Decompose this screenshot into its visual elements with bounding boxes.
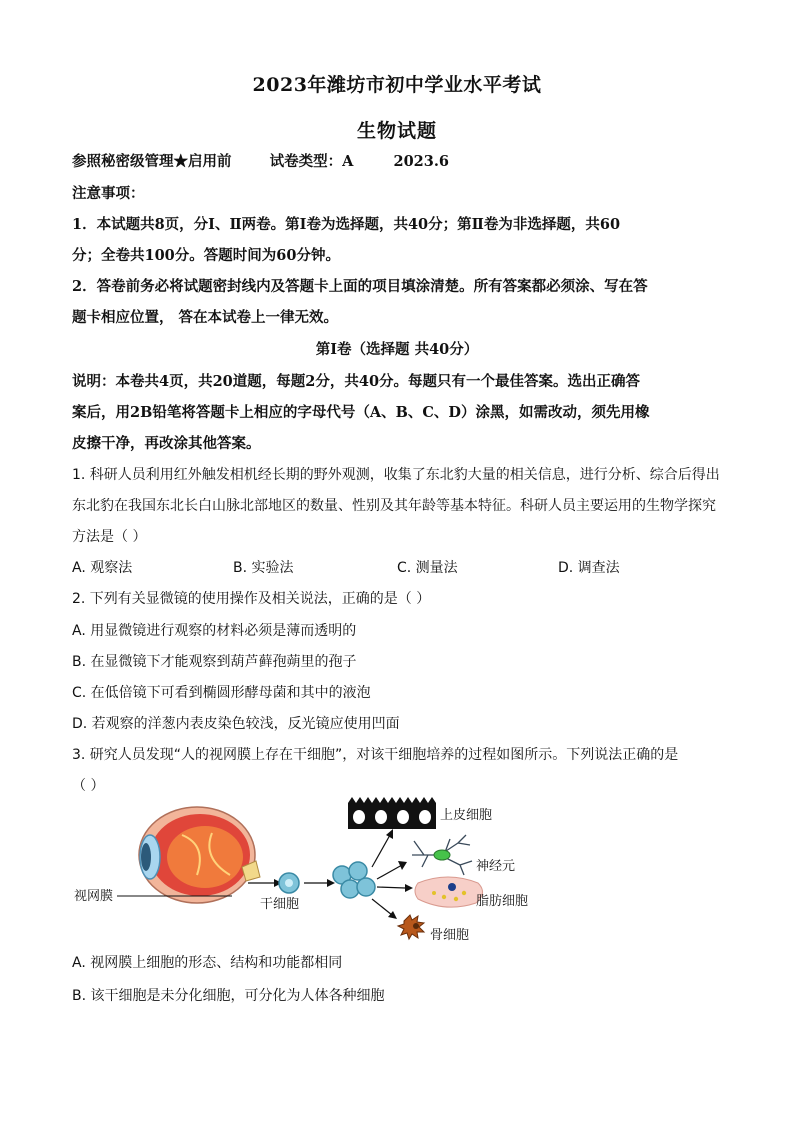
- dividing-cells-icon: [333, 862, 375, 898]
- question-1-line-2: 东北豹在我国东北长白山脉北部地区的数量、性别及其年龄等基本特征。科研人员主要运用的生物学探究: [72, 498, 716, 514]
- question-1-option-a: A. 观察法: [72, 560, 133, 576]
- fat-cell-icon: [415, 877, 483, 907]
- section-desc-1: 说明：本卷共4页，共20道题，每题2分，共40分。每题只有一个最佳答案。选出正确答: [72, 373, 641, 390]
- question-2-option-b: B. 在显微镜下才能观察到葫芦藓孢蒴里的孢子: [72, 654, 357, 670]
- neuron-body: [434, 850, 450, 860]
- arrow-to-bone: [372, 899, 392, 915]
- section-desc-2: 案后，用2B铅笔将答题卡上相应的字母代号（A、B、C、D）涂黑，如需改动，须先用橡: [72, 404, 650, 421]
- bone-cell-icon: [398, 915, 424, 939]
- arrow-to-neuron: [377, 865, 402, 879]
- meta-line: [72, 150, 449, 171]
- section-desc-3: 皮擦干净，再改涂其他答案。: [72, 435, 261, 452]
- arrow-head: [398, 861, 407, 870]
- neuron-label: 神经元: [476, 859, 516, 874]
- stem-cell-label: 干细胞: [260, 897, 300, 912]
- arrow-head: [405, 884, 413, 892]
- epithelial-cells-icon: [348, 797, 436, 829]
- question-1-option-c: C. 测量法: [397, 560, 458, 576]
- question-3-line-1: 3. 研究人员发现“人的视网膜上存在干细胞”，对该干细胞培养的过程如图所示。下列说法正确的是: [72, 747, 679, 763]
- question-1-option-b: B. 实验法: [233, 560, 294, 576]
- question-3-option-b: B. 该干细胞是未分化细胞，可分化为人体各种细胞: [72, 988, 385, 1004]
- question-1-line-1: 1. 科研人员利用红外触发相机经长期的野外观测，收集了东北豹大量的相关信息，进行分析、综合后得出: [72, 467, 720, 483]
- notice-line-2a: 2．答卷前务必将试题密封线内及答题卡上面的项目填涂清楚。所有答案都必须涂、写在答: [72, 278, 648, 295]
- retina-label: 视网膜: [74, 889, 114, 904]
- secrecy-label: 参照秘密级管理★启用前: [72, 153, 232, 170]
- bone-cell-label: 骨细胞: [430, 928, 470, 943]
- paper-type-label: 试卷类型：A: [269, 153, 354, 170]
- epithelial-label: 上皮细胞: [440, 808, 493, 823]
- notice-line-1b: 分；全卷共100分。答题时间为60分钟。: [72, 247, 340, 264]
- question-3-option-a: A. 视网膜上细胞的形态、结构和功能都相同: [72, 955, 343, 971]
- exam-title: 2023年潍坊市初中学业水平考试: [252, 74, 542, 96]
- notice-heading: 注意事项：: [72, 185, 145, 202]
- question-2-option-a: A. 用显微镜进行观察的材料必须是薄而透明的: [72, 623, 357, 639]
- notice-line-1a: 1．本试题共8页，分Ⅰ、Ⅱ两卷。第Ⅰ卷为选择题，共40分；第Ⅱ卷为非选择题，共60: [72, 216, 621, 233]
- subject-title: 生物试题: [356, 120, 437, 142]
- stem-cell-figure: [72, 795, 572, 945]
- notice-line-2b: 题卡相应位置， 答在本试卷上一律无效。: [72, 309, 339, 326]
- question-2-option-d: D. 若观察的洋葱内表皮染色较浅，反光镜应使用凹面: [72, 716, 400, 732]
- exam-date: 2023.6: [393, 153, 449, 170]
- fat-cell-label: 脂肪细胞: [476, 894, 529, 909]
- question-2-line-1: 2. 下列有关显微镜的使用操作及相关说法，正确的是（ ）: [72, 591, 431, 607]
- question-1-option-d: D. 调查法: [558, 560, 620, 576]
- arrow-to-epithelial: [372, 835, 390, 867]
- arrow-head: [386, 829, 393, 839]
- arrow-to-fat: [377, 887, 405, 888]
- eye-illustration: [139, 807, 260, 903]
- question-2-option-c: C. 在低倍镜下可看到椭圆形酵母菌和其中的液泡: [72, 685, 371, 701]
- question-1-line-3: 方法是（ ）: [72, 529, 147, 545]
- section-heading: 第Ⅰ卷（选择题 共40分）: [315, 341, 479, 358]
- question-3-line-2: （ ）: [72, 778, 105, 794]
